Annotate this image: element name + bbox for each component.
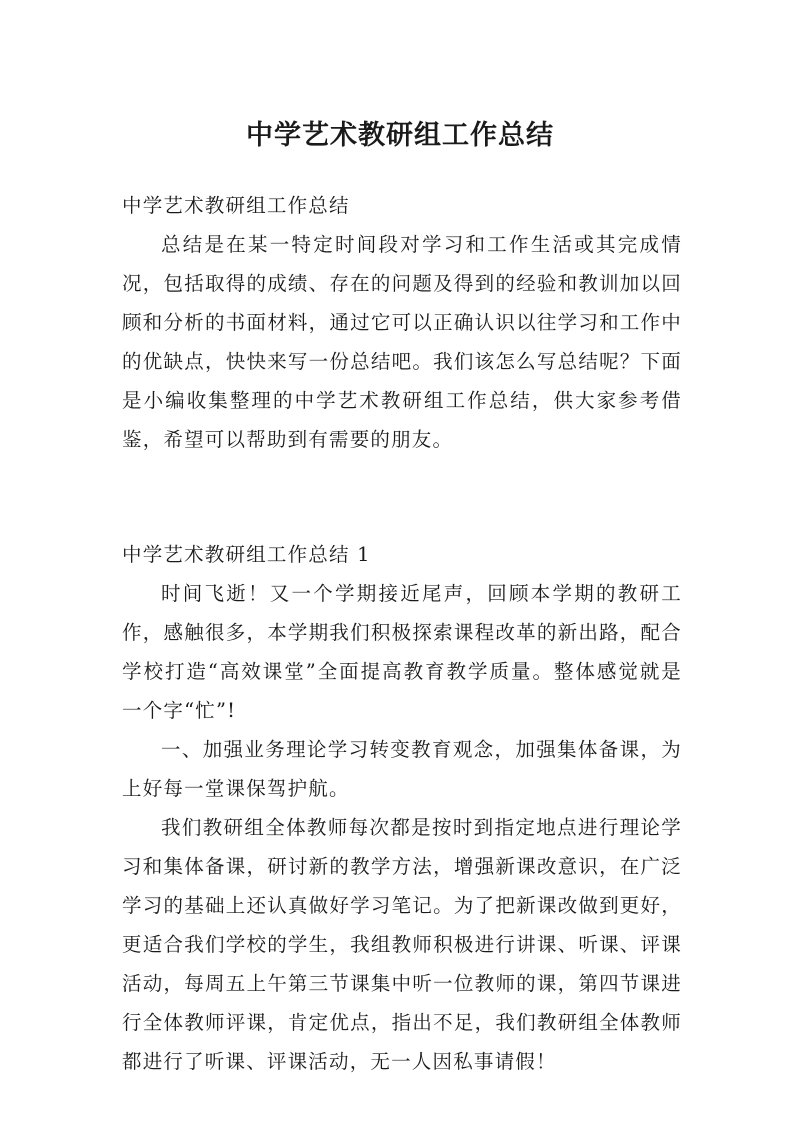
document-body bbox=[122, 186, 682, 1081]
document-title: 中学艺术教研组工作总结 bbox=[246, 120, 554, 152]
section-1-paragraph-3: 我们教研组全体教师每次都是按时到指定地点进行理论学习和集体备课，研讨新的教学方法，增强新课改意识，在广泛学习的基础上还认真做好学习笔记。为了把新课改做到更好，更适合我们学校的学生，我组教师积极进行讲课、听课、评课活动，每周五上午第三节课集中听一位教师的课，第四节课进行全体教师评课，肯定优点，指出不足，我们教研组全体教师都进行了听课、评课活动，无一人因私事请假！ bbox=[122, 816, 682, 1073]
section-1-paragraph-1: 时间飞逝！又一个学期接近尾声，回顾本学期的教研工作，感触很多，本学期我们积极探索课程改革的新出路，配合学校打造“高效课堂”全面提高教育教学质量。整体感觉就是一个字“忙”! bbox=[122, 582, 682, 722]
section-spacer bbox=[122, 498, 682, 535]
intro-heading: 中学艺术教研组工作总结 bbox=[122, 194, 350, 217]
intro-paragraph: 总结是在某一特定时间段对学习和工作生活或其完成情况，包括取得的成绩、存在的问题及得到的经验和教训加以回顾和分析的书面材料，通过它可以正确认识以往学习和工作中的优缺点，快快来写一份总结吧。我们该怎么写总结呢？下面是小编收集整理的中学艺术教研组工作总结，供大家参考借鉴，希望可以帮助到有需要的朋友。 bbox=[122, 233, 682, 451]
section-spacer bbox=[122, 459, 682, 498]
section-1-paragraph-2: 一、加强业务理论学习转变教育观念，加强集体备课，为上好每一堂课保驾护航。 bbox=[122, 738, 682, 800]
section-1-heading: 中学艺术教研组工作总结 1 bbox=[122, 543, 371, 566]
